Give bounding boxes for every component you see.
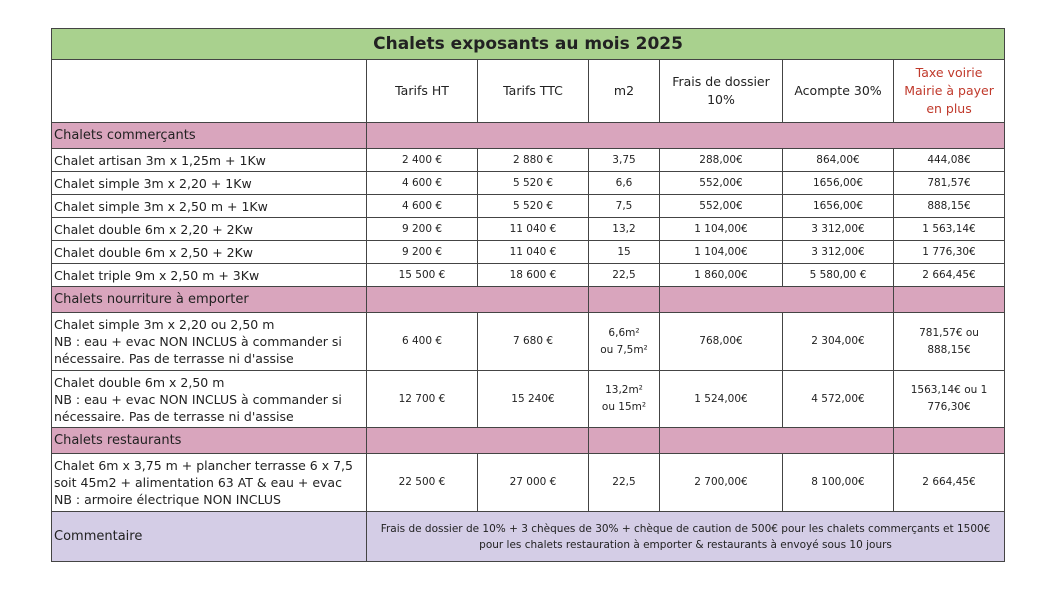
tarif-ht-cell: 9 200 € [367,241,478,264]
acompte-cell: 3 312,00€ [783,218,894,241]
chalet-description [52,371,367,428]
section-filler [589,287,660,313]
chalet-description-line: Chalet simple 3m x 2,50 m + 1Kw [54,198,268,214]
taxe-voirie-cell-line: 1 563,14€ [922,222,976,235]
taxe-voirie-cell [894,149,1005,172]
m2-cell-line: ou 7,5m² [600,343,648,356]
table-row [52,264,1005,287]
table-row [52,371,1005,428]
section-label: Chalets nourriture à emporter [52,287,367,313]
header-m2: m2 [589,60,660,123]
frais-dossier-cell: 2 700,00€ [660,454,783,512]
taxe-voirie-cell-line: 781,57€ [927,176,971,189]
header-tarifs-ht: Tarifs HT [367,60,478,123]
tarif-ttc-cell: 27 000 € [478,454,589,512]
section-label: Chalets restaurants [52,428,367,454]
taxe-voirie-cell [894,264,1005,287]
taxe-voirie-cell [894,371,1005,428]
taxe-voirie-cell [894,218,1005,241]
m2-cell [589,195,660,218]
m2-cell [589,241,660,264]
chalet-description-line: NB : eau + evac NON INCLUS à commander si [54,391,342,407]
acompte-cell: 4 572,00€ [783,371,894,428]
frais-dossier-cell: 288,00€ [660,149,783,172]
taxe-voirie-cell [894,454,1005,512]
tarif-ht-cell: 4 600 € [367,172,478,195]
chalet-description-line: nécessaire. Pas de terrasse ni d'assise [54,408,294,424]
header-acompte: Acompte 30% [783,60,894,123]
taxe-voirie-cell-line: 781,57€ ou 888,15€ [919,326,979,356]
header-frais-line: Frais de dossier [672,74,770,89]
chalet-description [52,218,367,241]
taxe-voirie-cell-line: 1 776,30€ [922,245,976,258]
table-row [52,218,1005,241]
header-taxe-line: Mairie à payer [904,83,994,98]
chalet-description-line: nécessaire. Pas de terrasse ni d'assise [54,351,294,366]
taxe-voirie-cell-line: 444,08€ [927,153,971,166]
tarif-ht-cell: 9 200 € [367,218,478,241]
tarif-ht-cell: 15 500 € [367,264,478,287]
acompte-cell: 8 100,00€ [783,454,894,512]
section-filler [589,428,660,454]
chalet-description-line: NB : armoire électrique NON INCLUS [54,492,281,507]
tarif-ht-cell: 22 500 € [367,454,478,512]
taxe-voirie-cell-line: 888,15€ [927,199,971,212]
header-frais-line: 10% [707,92,735,107]
tarif-ttc-cell: 18 600 € [478,264,589,287]
m2-cell [589,218,660,241]
table-row [52,149,1005,172]
m2-cell [589,149,660,172]
tarif-ttc-cell: 7 680 € [478,313,589,371]
acompte-cell: 1656,00€ [783,195,894,218]
chalet-description [52,454,367,512]
chalet-description-line: Chalet simple 3m x 2,20 ou 2,50 m [54,317,275,332]
section-filler [660,428,894,454]
taxe-voirie-cell [894,172,1005,195]
m2-cell-line: 3,75 [612,153,636,166]
acompte-cell: 5 580,00 € [783,264,894,287]
frais-dossier-cell: 552,00€ [660,195,783,218]
comment-line: pour les chalets restauration à emporter & restaurants à envoyé sous 10 jours [479,538,892,551]
chalet-description-line: Chalet artisan 3m x 1,25m + 1Kw [54,152,266,168]
chalet-description-line: Chalet double 6m x 2,50 + 2Kw [54,244,254,260]
table-title: Chalets exposants au mois 2025 [52,29,1005,60]
chalet-description-line: Chalet 6m x 3,75 m + plancher terrasse 6 x 7,5 [54,458,353,473]
chalet-description-line: Chalet double 6m x 2,20 + 2Kw [54,221,254,237]
taxe-voirie-cell-line: 2 664,45€ [922,268,976,281]
frais-dossier-cell: 552,00€ [660,172,783,195]
table-row [52,454,1005,512]
section-filler [894,428,1005,454]
m2-cell-line: 6,6 [615,176,633,189]
pricing-table-container [51,28,1004,562]
chalet-description-line: Chalet triple 9m x 2,50 m + 3Kw [54,267,260,283]
chalet-description [52,195,367,218]
m2-cell [589,264,660,287]
section-label: Chalets commerçants [52,123,367,149]
header-taxe-line: en plus [926,101,972,116]
tarif-ht-cell: 12 700 € [367,371,478,428]
tarif-ttc-cell: 2 880 € [478,149,589,172]
header-blank [52,60,367,123]
m2-cell [589,313,660,371]
section-filler [367,287,589,313]
header-taxe-voirie [894,60,1005,123]
m2-cell-line: 15 [617,245,631,258]
tarif-ht-cell: 4 600 € [367,195,478,218]
m2-cell-line: ou 15m² [601,401,647,413]
comment-line: Frais de dossier de 10% + 3 chèques de 30% + chèque de caution de 500€ pour les chalets commerçants et 1500€ [380,522,991,535]
chalet-description [52,264,367,287]
header-frais-dossier [660,60,783,123]
comment-row [52,512,1005,562]
chalet-description-line: NB : eau + evac NON INCLUS à commander si [54,334,342,349]
comment-text [367,512,1005,562]
header-taxe-line: Taxe voirie [915,65,983,80]
tarif-ht-cell: 6 400 € [367,313,478,371]
m2-cell-line: 22,5 [612,268,636,281]
taxe-voirie-cell-line: 1563,14€ ou 1 [910,384,988,396]
taxe-voirie-cell-line: 776,30€ [927,401,971,413]
frais-dossier-cell: 1 860,00€ [660,264,783,287]
m2-cell-line: 7,5 [615,199,633,212]
table-row [52,195,1005,218]
table-row [52,172,1005,195]
acompte-cell: 1656,00€ [783,172,894,195]
section-row [52,123,1005,149]
section-filler [894,287,1005,313]
frais-dossier-cell: 768,00€ [660,313,783,371]
section-filler [660,287,894,313]
taxe-voirie-cell [894,313,1005,371]
frais-dossier-cell: 1 104,00€ [660,241,783,264]
chalet-description-line: Chalet simple 3m x 2,20 + 1Kw [54,175,252,191]
taxe-voirie-cell [894,195,1005,218]
tarif-ttc-cell: 5 520 € [478,172,589,195]
m2-cell-line: 6,6m² [608,326,640,339]
tarif-ht-cell: 2 400 € [367,149,478,172]
table-row [52,241,1005,264]
header-tarifs-ttc: Tarifs TTC [478,60,589,123]
acompte-cell: 2 304,00€ [783,313,894,371]
section-filler [367,123,1005,149]
m2-cell [589,371,660,428]
m2-cell [589,172,660,195]
section-row [52,287,1005,313]
taxe-voirie-cell [894,241,1005,264]
chalet-description-line: Chalet double 6m x 2,50 m [54,374,225,390]
tarif-ttc-cell: 11 040 € [478,218,589,241]
tarif-ttc-cell: 11 040 € [478,241,589,264]
section-row [52,428,1005,454]
frais-dossier-cell: 1 104,00€ [660,218,783,241]
chalet-description [52,313,367,371]
frais-dossier-cell: 1 524,00€ [660,371,783,428]
tarif-ttc-cell: 15 240€ [478,371,589,428]
acompte-cell: 3 312,00€ [783,241,894,264]
m2-cell [589,454,660,512]
m2-cell-line: 13,2 [612,222,636,235]
chalet-description [52,241,367,264]
comment-label: Commentaire [52,512,367,562]
tarif-ttc-cell: 5 520 € [478,195,589,218]
chalet-description [52,149,367,172]
pricing-table [51,28,1005,562]
m2-cell-line: 22,5 [612,476,636,488]
section-filler [367,428,589,454]
table-row [52,313,1005,371]
m2-cell-line: 13,2m² [605,384,643,396]
taxe-voirie-cell-line: 2 664,45€ [922,476,976,488]
chalet-description-line: soit 45m2 + alimentation 63 AT & eau + evac [54,475,342,490]
chalet-description [52,172,367,195]
acompte-cell: 864,00€ [783,149,894,172]
